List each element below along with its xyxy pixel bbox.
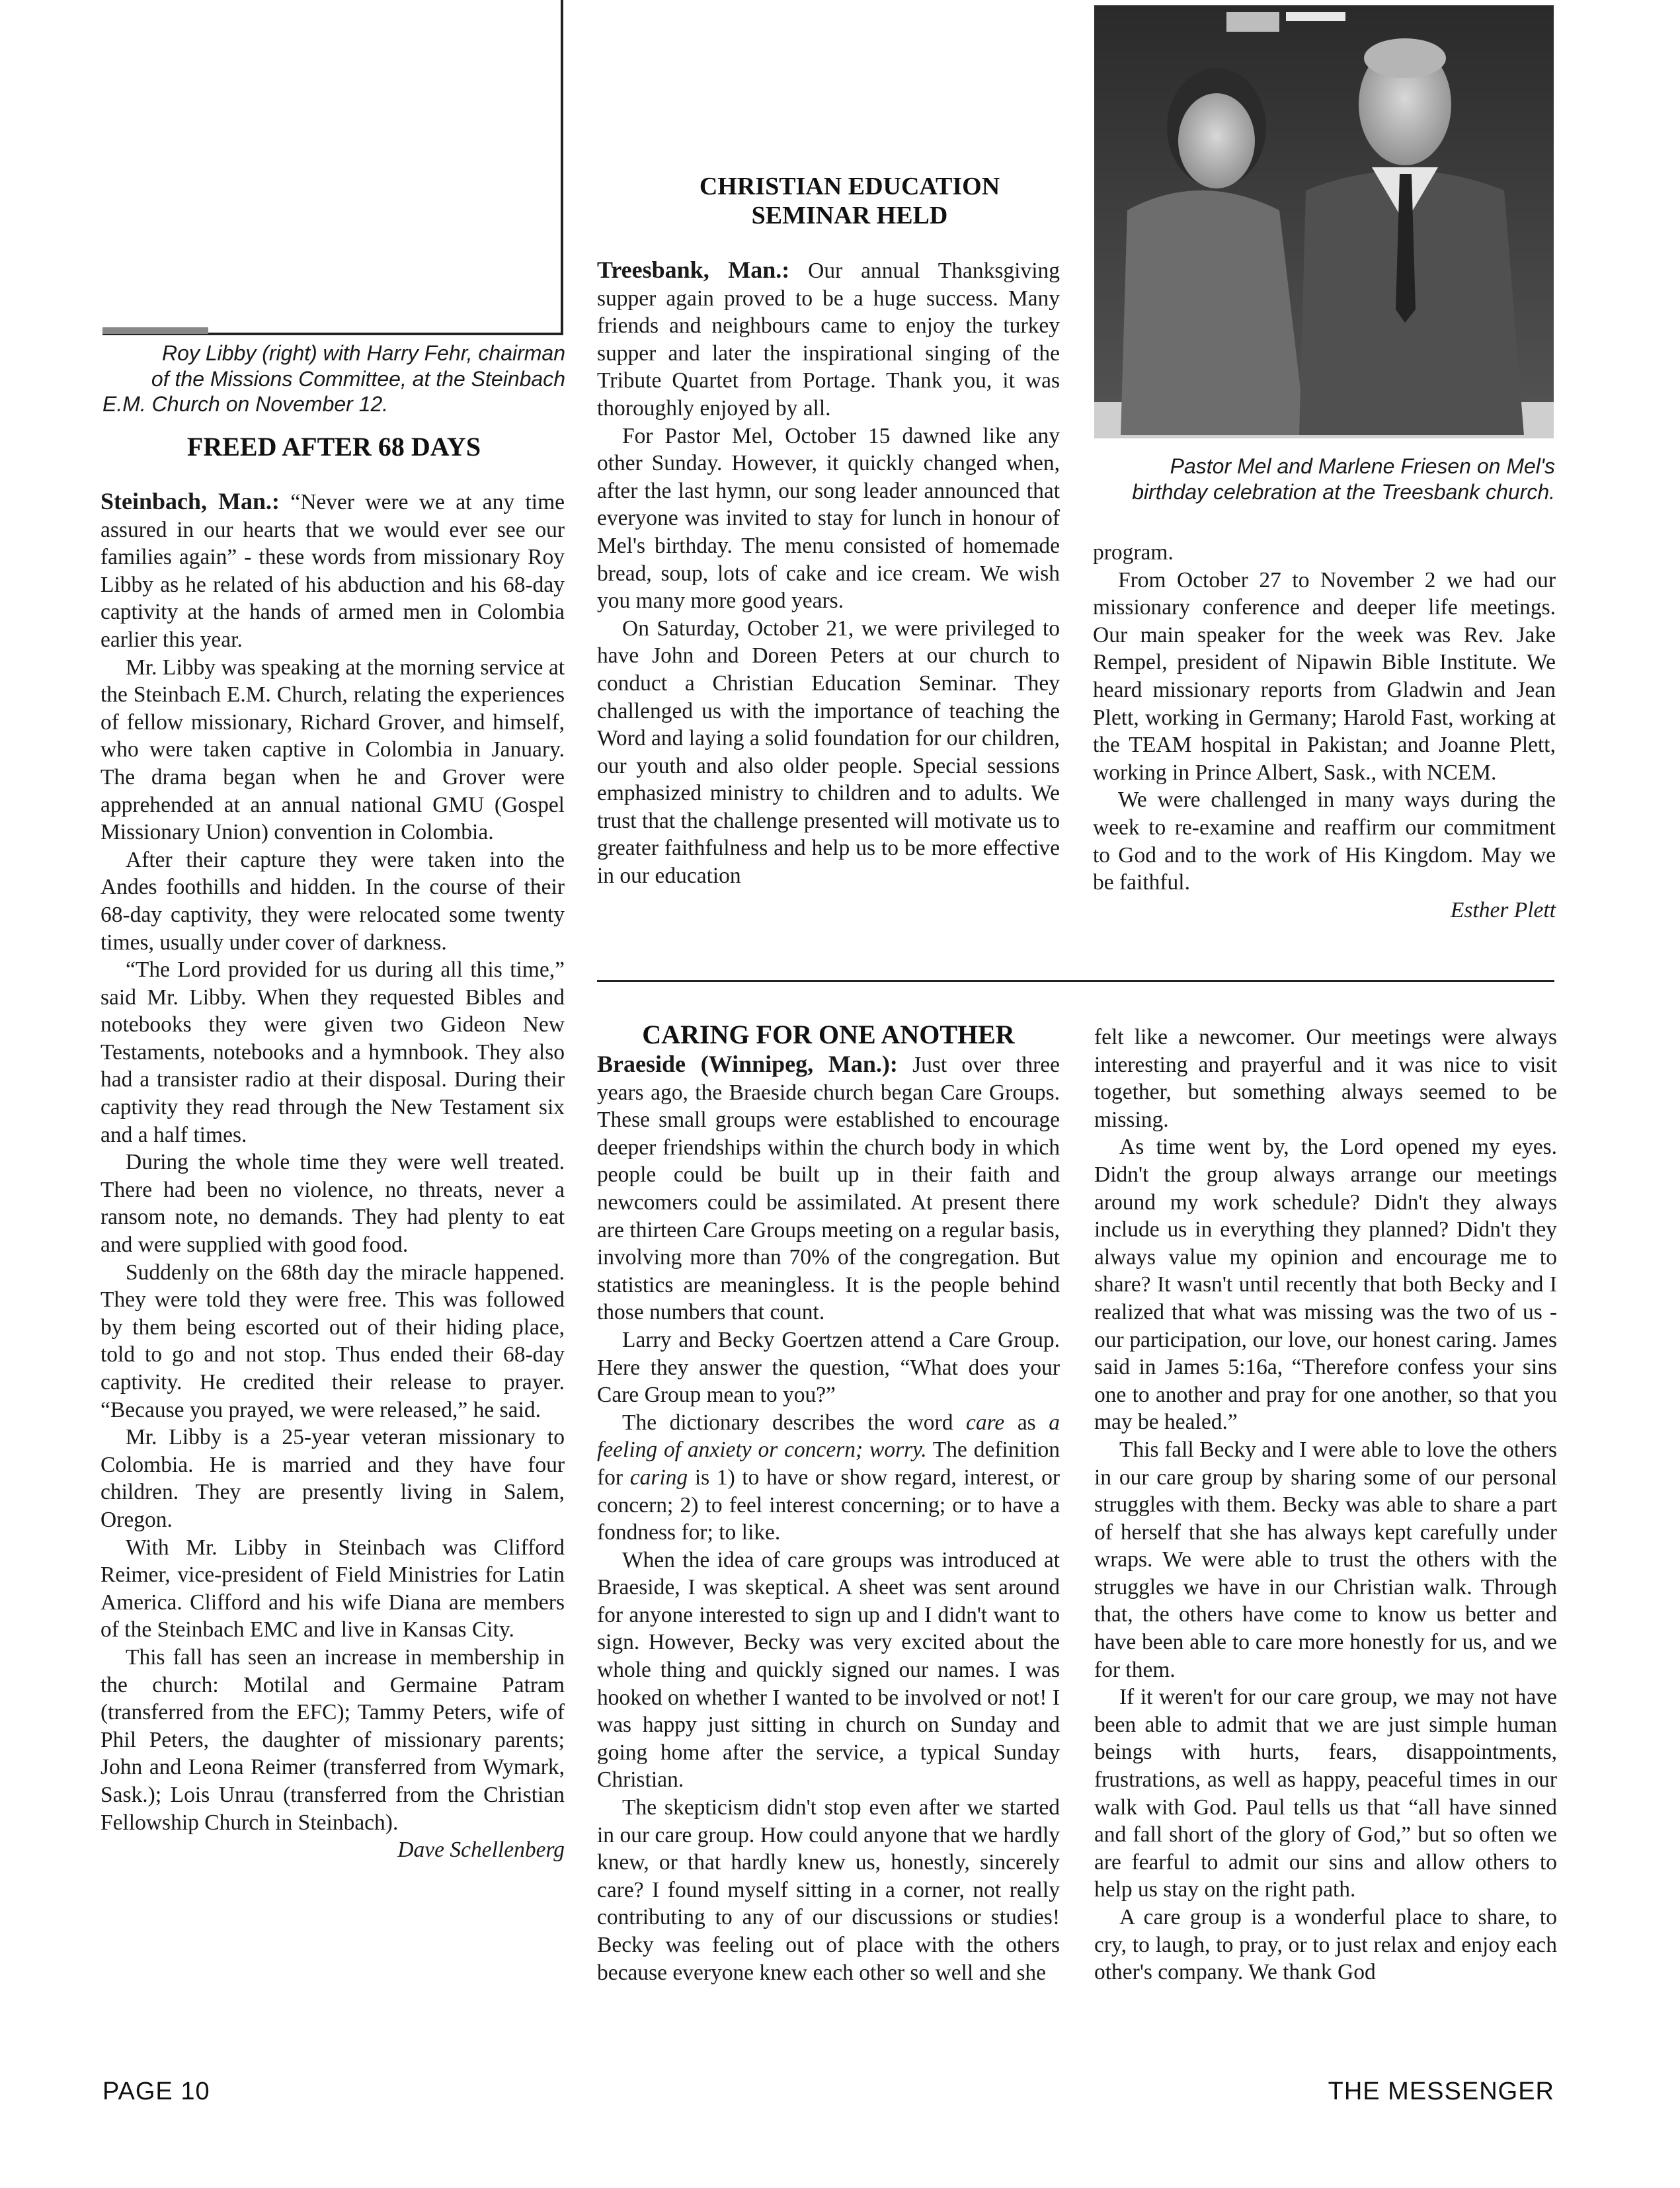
article3-paragraph-text: Just over three years ago, the Braeside church began Care Groups. These small groups were established to encourage deeper friendships within the church body in which people could be built up in their faith and newcomers could be assimilated. At present there are thirteen Care Groups meeting on a regular basis, involving more than 70% of the congregation. But statistics are meaningless. It is the people behind those numbers that count. xyxy=(597,1053,1060,1325)
article2-headline xyxy=(598,172,1101,230)
article3-paragraph: As time went by, the Lord opened my eyes. Didn't the group always arrange our meetings around my work schedule? Didn't they always include us in everything they planned? Didn't they always value my opinion and encourage me to share? It wasn't until recently that both Becky and I realized that what was missing was the two of us - our participation, our love, our honest caring. James said in James 5:16a, “Therefore confess your sins one to another and pray for one another, so that you may be healed.” xyxy=(1094,1135,1557,1435)
dict-word: care xyxy=(965,1410,1005,1435)
article3-paragraph: If it weren't for our care group, we may not have been able to admit that we are just simple human beings with hurts, fears, disappointments, frustrations, as well as happy, peaceful times in our walk with God. Paul tells us that “all have sinned and fall short of the glory of God,” but so often we are fearful to admit our sins and allow others to help us stay on the right path. xyxy=(1094,1685,1557,1902)
caption-line: of the Missions Committee, at the Steinbach xyxy=(151,366,565,391)
photo-friesen xyxy=(1094,5,1554,438)
article3-paragraph: The skepticism didn't stop even after we started in our care group. How could anyone that we hardly knew, or that hardly knew us, honestly, sincerely care? I found myself sitting in a corner, not really contributing to any of our discussions or studies! Becky was feeling out of place with the others because everyone knew each other so well and she xyxy=(597,1795,1060,1985)
dict-definition: a feeling of anxiety or concern; worry. xyxy=(597,1410,1060,1463)
caption-line: birthday celebration at the Treesbank church. xyxy=(1132,479,1555,504)
dict-intro: The dictionary describes the word xyxy=(622,1410,966,1435)
article1-paragraph: During the whole time they were well treated. There had been no violence, no threats, never a ransom note, no demands. They had plenty to eat and were supplied with good food. xyxy=(100,1150,565,1258)
article3-paragraph: A care group is a wonderful place to share, to cry, to laugh, to pray, or to just relax and enjoy each other's company. We thank God xyxy=(1094,1905,1557,1985)
photo-libby-edge xyxy=(102,327,208,334)
article3-continuation: felt like a newcomer. Our meetings were always interesting and prayerful and it was nice to visit together, but something always seemed to be missing. xyxy=(1094,1025,1557,1132)
dict-as: as xyxy=(1004,1410,1049,1435)
article3-body-right xyxy=(1094,1024,1557,1986)
photo-friesen-image xyxy=(1094,5,1554,438)
article1-paragraph-text: “Never were we at any time assured in our hearts that we would ever see our families again” - these words from missionary Roy Libby as he related of his abduction and his 68-day captivity at the hands of armed men in Colombia earlier this year. xyxy=(100,490,565,652)
article2-paragraph: We were challenged in many ways during the week to re-examine and reaffirm our commitment to God and to the work of His Kingdom. May we be faithful. xyxy=(1093,788,1556,895)
article1-paragraph: This fall has seen an increase in membership in the church: Motilal and Germaine Patram (transferred from the EFC); Tammy Peters, wife of Phil Peters, the daughter of missionary parents; John and Leona Reimer (transferred from Wymark, Sask.); Lois Unrau (transferred from the Christian Fellowship Church in Steinbach). xyxy=(100,1644,565,1835)
article3-paragraph xyxy=(597,1051,1060,1326)
caption-line: E.M. Church on November 12. xyxy=(102,392,389,416)
photo-libby xyxy=(102,0,563,335)
article2-paragraph: From October 27 to November 2 we had our missionary conference and deeper life meetings. Our main speaker for the week was Rev. Jake Rempel, president of Nipawin Bible Institute. We heard missionary reports from Gladwin and Jean Plett, working in Germany; Harold Fast, working at the TEAM hospital in Pakistan; and Joanne Plett, working in Prince Albert, Sask., with NCEM. xyxy=(1093,567,1556,785)
article3-headline: CARING FOR ONE ANOTHER xyxy=(642,1020,1015,1049)
section-divider xyxy=(597,980,1554,982)
article3-body xyxy=(597,1051,1060,1986)
article2-body xyxy=(597,257,1060,890)
caption-line: Roy Libby (right) with Harry Fehr, chairman xyxy=(162,341,565,365)
article1-paragraph: With Mr. Libby in Steinbach was Clifford Reimer, vice-president of Field Ministries for Latin America. Clifford and his wife Diana are members of the Steinbach EMC and live in Kansas City. xyxy=(100,1535,565,1642)
article2-paragraph xyxy=(597,257,1060,423)
caption-line: Pastor Mel and Marlene Friesen on Mel's xyxy=(1170,454,1555,478)
article3-paragraph: This fall Becky and I were able to love the others in our care group by sharing some of our personal struggles with them. Becky was able to share a part of herself that she has always kept carefully under wraps. We were able to trust the others with the struggles we have in our Christian walk. Through that, the others have come to know us better and have been able to care more honestly for us, and we for them. xyxy=(1094,1437,1557,1682)
article1-paragraph: Suddenly on the 68th day the miracle happened. They were told they were free. This was followed by them being escorted out of their hiding place, told to go and not stop. Thus ended their 68-day captivity. He credited their release to prayer. “Because you prayed, we were released,” he said. xyxy=(100,1260,565,1422)
article1-paragraph: Mr. Libby is a 25-year veteran missionary to Colombia. He is married and they have four children. They are presently living in Salem, Oregon. xyxy=(100,1425,565,1532)
article3-paragraph xyxy=(597,1409,1060,1547)
article2-headline-line: SEMINAR HELD xyxy=(751,202,948,229)
article1-dateline: Steinbach, Man.: xyxy=(100,488,280,514)
article2-body-right xyxy=(1093,539,1556,924)
footer-publication: THE MESSENGER xyxy=(1328,2078,1554,2105)
article1-signature: Dave Schellenberg xyxy=(397,1838,565,1863)
article1-paragraph: After their capture they were taken into the Andes foothills and hidden. In the course of their 68-day captivity, they were relocated some twenty times, usually under cover of darkness. xyxy=(100,847,565,955)
dict-rest: is 1) to have or show regard, interest, or concern; 2) to feel interest concerning; or to have a fondness for; to like. xyxy=(597,1465,1060,1545)
article1-headline: FREED AFTER 68 DAYS xyxy=(186,432,481,462)
dict-word2: caring xyxy=(629,1465,688,1490)
article1-paragraph: “The Lord provided for us during all this time,” said Mr. Libby. When they requested Bibles and notebooks they were given two Gideon New Testaments, notebooks and a hymnbook. They also had a transister radio at their disposal. During their captivity they read through the New Testament six and a half times. xyxy=(100,957,565,1147)
caption-friesen xyxy=(1091,454,1555,505)
article2-paragraph: On Saturday, October 21, we were privileged to have John and Doreen Peters at our church to conduct a Christian Education Seminar. They challenged us with the importance of teaching the Word and laying a solid foundation for our children, our youth and also older people. Special sessions emphasized ministry to children and to adults. We trust that the challenge presented will motivate us to greater faithfulness and help us to be more effective in our education xyxy=(597,616,1060,889)
article2-signature: Esther Plett xyxy=(1450,897,1556,922)
article2-continuation: program. xyxy=(1093,540,1174,565)
article1-paragraph: Mr. Libby was speaking at the morning service at the Steinbach E.M. Church, relating the experiences of fellow missionary, Richard Grover, and himself, who were taken captive in Colombia in January. The drama began when he and Grover were apprehended at an annual national GMU (Gospel Missionary Union) convention in Colombia. xyxy=(100,655,565,845)
article2-dateline: Treesbank, Man.: xyxy=(597,257,790,283)
article3-paragraph: Larry and Becky Goertzen attend a Care Group. Here they answer the question, “What does your Care Group mean to you?” xyxy=(597,1327,1060,1408)
article1-body xyxy=(100,488,565,1864)
article2-headline-line: CHRISTIAN EDUCATION xyxy=(699,173,1000,200)
article3-paragraph: When the idea of care groups was introduced at Braeside, I was skeptical. A sheet was sent around for anyone interested to sign up and I didn't want to sign. However, Becky was very excited about the whole thing and quickly signed our names. I was hooked on whether I wanted to be involved or not! I was happy just sitting in church on Sunday and going home after the service, a typical Sunday Christian. xyxy=(597,1547,1060,1793)
dict-mid: The definition for xyxy=(597,1438,1060,1490)
article1-paragraph xyxy=(100,488,565,654)
footer-page-number: PAGE 10 xyxy=(102,2078,210,2105)
article2-paragraph-text: Our annual Thanksgiving supper again proved to be a huge success. Many friends and neighbours came to enjoy the turkey supper and later the inspirational singing of the Tribute Quartet from Portage. Thank you, it was thoroughly enjoyed by all. xyxy=(597,259,1060,421)
caption-libby xyxy=(102,341,565,417)
article3-dateline: Braeside (Winnipeg, Man.): xyxy=(597,1051,898,1077)
article2-paragraph: For Pastor Mel, October 15 dawned like any other Sunday. However, it quickly changed when, after the last hymn, our song leader announced that everyone was invited to stay for lunch in honour of Mel's birthday. The menu consisted of homemade bread, soup, lots of cake and ice cream. We wish you many more good years. xyxy=(597,423,1060,614)
